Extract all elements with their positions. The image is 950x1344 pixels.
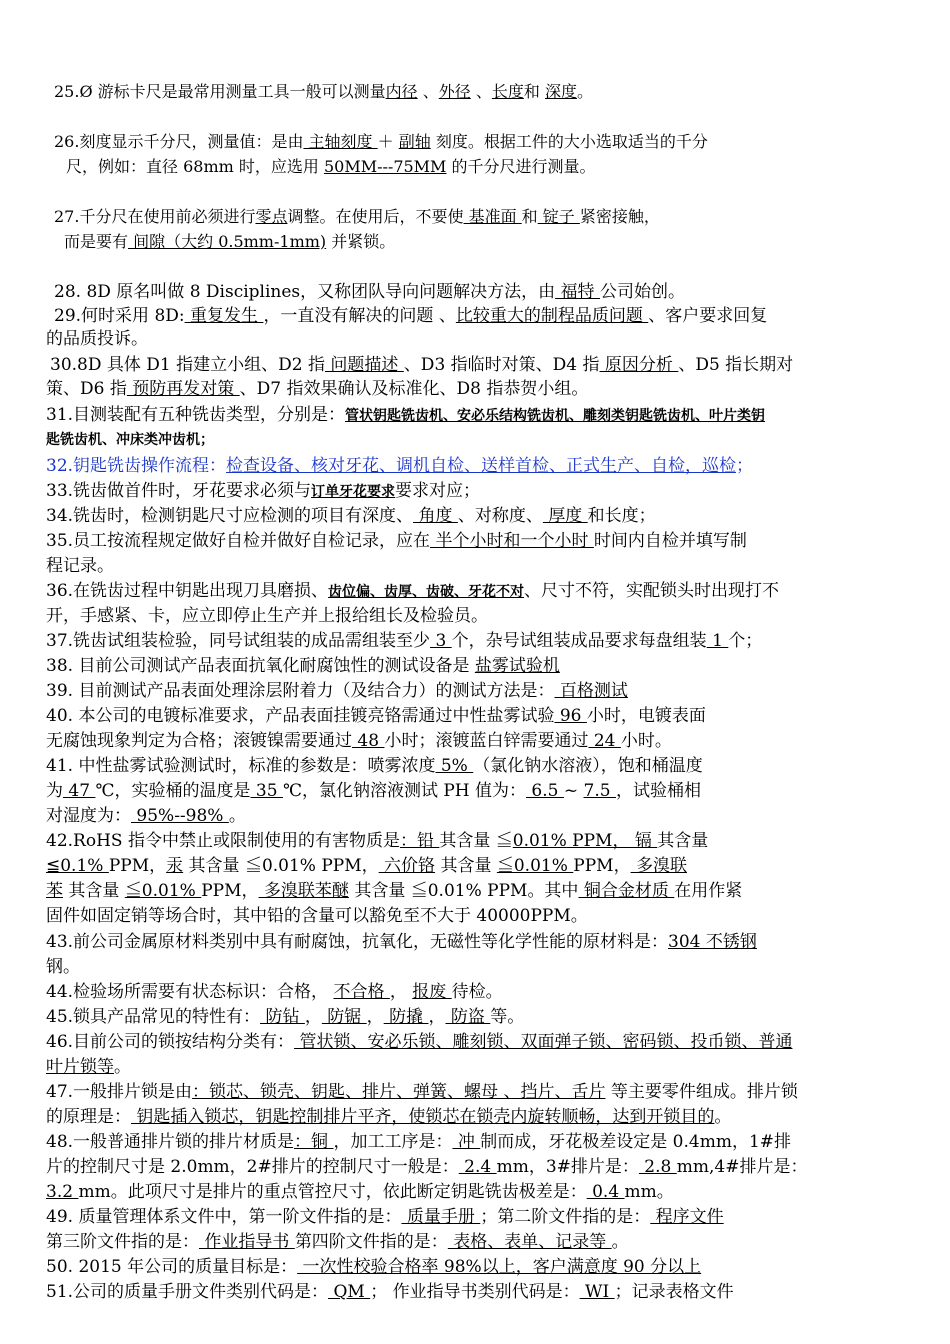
question-41: 41. 中性盐雾试验测试时，标准的参数是：喷雾浓度 5% （氯化钠水溶液），饱和桶温度 xyxy=(46,756,703,776)
question-28: 28. 8D 原名叫做 8 Disciplines，又称团队导向问题解决方法，由 福特 公司始创。 xyxy=(54,282,685,302)
question-47-cont: 的原理是： 钥匙插入锁芯，钥匙控制排片平齐，使锁芯在锁壳内旋转顺畅，达到开锁目的。 xyxy=(46,1107,732,1127)
question-31-cont: 匙铣齿机、冲床类冲齿机； xyxy=(46,432,214,448)
question-42: 42.RoHS 指令中禁止或限制使用的有害物质是：铅 其含量 ≦0.01% PPM， 镉 其含量 xyxy=(46,831,709,851)
question-42-cont: ≦0.1% PPM，汞 其含量 ≦0.01% PPM， 六价铬 其含量 ≦0.01% PPM， 多溴联 xyxy=(46,856,687,876)
question-39: 39. 目前测试产品表面处理涂层附着力（及结合力）的测试方法是： 百格测试 xyxy=(46,681,628,701)
question-44: 44.检验场所需要有状态标识：合格， 不合格 ， 报废 待检。 xyxy=(46,982,503,1002)
question-47: 47.一般排片锁是由：锁芯、锁壳、钥匙、排片、弹簧、螺母 、挡片、舌片 等主要零件组成。排片锁 xyxy=(46,1082,798,1102)
question-26-cont: 尺，例如：直径 68mm 时，应选用 50MM---75MM 的千分尺进行测量。 xyxy=(66,157,596,176)
question-31: 31.目测装配有五种铣齿类型，分别是：管状钥匙铣齿机、安必乐结构铣齿机、雕刻类钥匙铣齿机、叶片类钥 xyxy=(46,405,766,425)
question-26: 26.刻度显示千分尺，测量值：是由 主轴刻度 ＋ 副轴 刻度。根据工件的大小选取适当的千分 xyxy=(54,132,708,151)
question-50: 50. 2015 年公司的质量目标是： 一次性校验合格率 98%以上，客户满意度 90 分以上 xyxy=(46,1257,702,1277)
question-42-cont2: 苯 其含量 ≦0.01% PPM， 多溴联苯醚 其含量 ≦0.01% PPM。其中 铜合金材质 在用作紧 xyxy=(46,881,743,901)
question-40-cont: 无腐蚀现象判定为合格；滚镀镍需要通过 48 小时；滚镀蓝白锌需要通过 24 小时。 xyxy=(46,731,672,751)
question-43-cont: 钢。 xyxy=(46,957,80,977)
question-43: 43.前公司金属原材料类别中具有耐腐蚀，抗氧化，无磁性等化学性能的原材料是：304 不锈钢 xyxy=(46,932,757,952)
question-48-cont2: 3.2 mm。此项尺寸是排片的重点管控尺寸，依此断定钥匙铣齿极差是： 0.4 mm。 xyxy=(46,1182,674,1202)
question-51: 51.公司的质量手册文件类别代码是： QM ； 作业指导书类别代码是： WI ；记录表格文件 xyxy=(46,1282,734,1302)
question-35-cont: 程记录。 xyxy=(46,556,114,576)
question-30-cont: 策、D6 指 预防再发对策 、D7 指效果确认及标准化、D8 指恭贺小组。 xyxy=(46,379,589,399)
question-41-cont: 为 47 ℃，实验桶的温度是 35 ℃，氯化钠溶液测试 PH 值为： 6.5 ~ 7.5 ，试验桶相 xyxy=(46,781,701,801)
question-37: 37.铣齿试组装检验，同号试组装的成品需组装至少 3 个，杂号试组装成品要求每盘组装 1 个； xyxy=(46,631,763,651)
question-46-cont: 叶片锁等。 xyxy=(46,1057,131,1077)
question-35: 35.员工按流程规定做好自检并做好自检记录，应在 半个小时和一个小时 时间内自检并填写制 xyxy=(46,531,747,551)
question-27: 27.千分尺在使用前必须进行零点调整。在使用后，不要使 基准面 和 锭子 紧密接触， xyxy=(54,207,660,226)
question-40: 40. 本公司的电镀标准要求，产品表面挂镀亮铬需通过中性盐雾试验 96 小时，电镀表面 xyxy=(46,706,706,726)
question-42-cont3: 固件如固定销等场合时，其中铅的含量可以豁免至不大于 40000PPM。 xyxy=(46,906,588,926)
question-29-cont: 的品质投诉。 xyxy=(46,329,148,349)
question-49: 49. 质量管理体系文件中，第一阶文件指的是： 质量手册 ；第二阶文件指的是： 程序文件 xyxy=(46,1207,724,1227)
question-29: 29.何时采用 8D: 重复发生 ，一直没有解决的问题 、比较重大的制程品质问题 、客户要求回复 xyxy=(54,306,768,326)
question-46: 46.目前公司的锁按结构分类有： 管状锁、安必乐锁、雕刻锁、双面弹子锁、密码锁、投币锁、普通 xyxy=(46,1032,793,1052)
question-34: 34.铣齿时，检测钥匙尺寸应检测的项目有深度、 角度 、对称度、 厚度 和长度； xyxy=(46,506,656,526)
question-25: 25.Ø 游标卡尺是最常用测量工具一般可以测量内径 、外径 、长度和 深度。 xyxy=(54,82,594,101)
question-30: 30.8D 具体 D1 指建立小组、D2 指 问题描述 、D3 指临时对策、D4 指 原因分析 、D5 指长期对 xyxy=(50,355,794,375)
question-32: 32.钥匙铣齿操作流程：检查设备、核对牙花、调机自检、送样首检、正式生产、自检，巡检； xyxy=(46,456,754,476)
question-36: 36.在铣齿过程中钥匙出现刀具磨损、齿位偏、齿厚、齿破、牙花不对、尺寸不符，实配锁头时出现打不 xyxy=(46,581,780,601)
question-45: 45.锁具产品常见的特性有： 防钻 ， 防锯 ， 防撬 ， 防盗 等。 xyxy=(46,1007,525,1027)
question-27-cont: 而是要有 间隙（大约 0.5mm-1mm) 并紧锁。 xyxy=(64,232,396,251)
question-33: 33.铣齿做首件时，牙花要求必须与订单牙花要求要求对应； xyxy=(46,481,481,501)
question-41-cont2: 对湿度为： 95%--98% 。 xyxy=(46,806,246,826)
question-49-cont: 第三阶文件指的是： 作业指导书 第四阶文件指的是： 表格、表单、记录等 。 xyxy=(46,1232,629,1252)
question-36-cont: 开，手感紧、卡，应立即停止生产并上报给组长及检验员。 xyxy=(46,606,488,626)
question-38: 38. 目前公司测试产品表面抗氧化耐腐蚀性的测试设备是 盐雾试验机 xyxy=(46,656,560,676)
question-48: 48.一般普通排片锁的排片材质是：铜 ，加工工序是： 冲 制而成，牙花极差设定是 0.4mm，1#排 xyxy=(46,1132,792,1152)
question-48-cont: 片的控制尺寸是 2.0mm，2#排片的控制尺寸一般是： 2.4 mm，3#排片是： 2.8 mm,4#排片是： xyxy=(46,1157,808,1177)
